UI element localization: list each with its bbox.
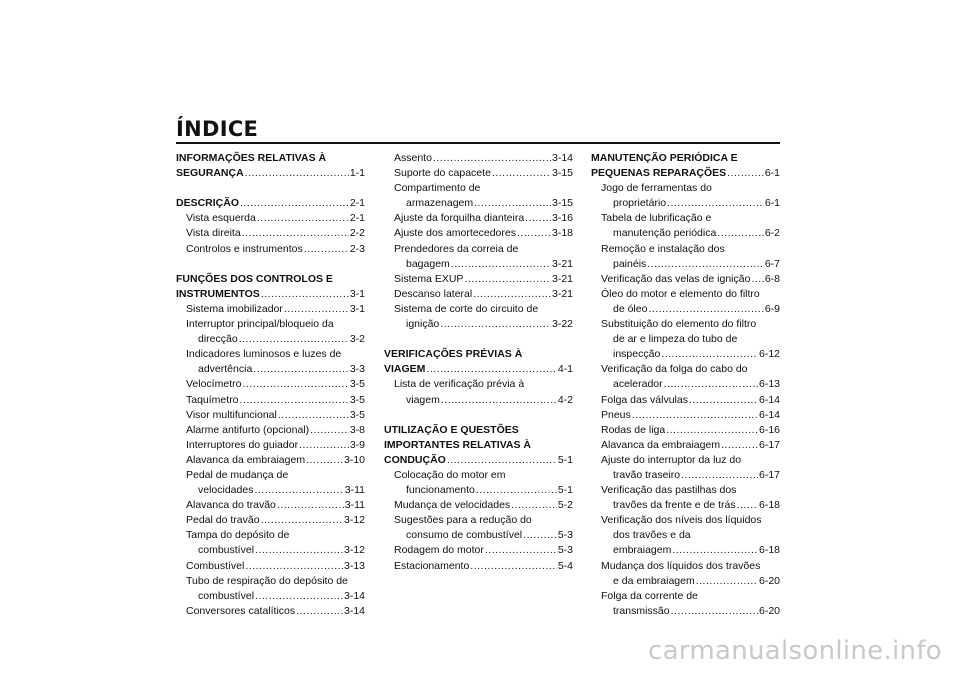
toc-entry-label: Lista de verificação prévia à: [394, 378, 525, 391]
toc-page-number: 2-2: [349, 227, 365, 240]
toc-page-number: 6-13: [758, 378, 780, 391]
toc-page-number: 6-20: [758, 604, 780, 617]
toc-page-number: 6-18: [758, 544, 780, 557]
toc-entry[interactable]: [384, 226, 573, 241]
toc-page-number: 5-4: [557, 559, 573, 572]
toc-entry[interactable]: [176, 377, 365, 392]
toc-page-number: 3-5: [349, 378, 365, 391]
toc-entry[interactable]: [384, 377, 573, 407]
toc-entry-label: de ar e limpeza do tubo de: [613, 333, 738, 346]
toc-page-number: 3-21: [551, 257, 573, 270]
dot-leader: [721, 438, 758, 453]
toc-entry[interactable]: [591, 272, 780, 287]
toc-entry-label: Sugestões para a redução do: [394, 514, 532, 527]
toc-entry-label: CONDUÇÃO: [384, 453, 446, 466]
toc-page-number: 4-2: [557, 393, 573, 406]
toc-entry[interactable]: [176, 423, 365, 438]
watermark: carmanualsonline.info: [647, 636, 942, 666]
toc-page-number: 5-3: [557, 544, 573, 557]
toc-page-number: 5-1: [557, 453, 573, 466]
toc-entry-label: Pedal do travão: [186, 514, 260, 527]
toc-page-number: 6-14: [758, 408, 780, 421]
toc-entry[interactable]: [591, 423, 780, 438]
dot-leader: [511, 498, 557, 513]
toc-entry-label: Alavanca da embraiagem: [601, 438, 721, 451]
toc-page-number: 6-2: [764, 227, 780, 240]
toc-entry[interactable]: [591, 211, 780, 241]
dot-leader: [254, 483, 343, 498]
toc-entry[interactable]: [591, 559, 780, 589]
toc-section-entry[interactable]: [384, 423, 573, 468]
dot-leader: [751, 272, 763, 287]
toc-entry-label: Verificação dos níveis dos líquidos: [601, 514, 762, 527]
dot-leader: [476, 483, 557, 498]
dot-leader: [474, 196, 551, 211]
dot-leader: [240, 196, 349, 211]
toc-entry[interactable]: [176, 468, 365, 498]
dot-leader: [240, 393, 349, 408]
toc-page-number: 3-10: [343, 453, 365, 466]
toc-page-number: 3-5: [349, 393, 365, 406]
toc-entry[interactable]: [384, 498, 573, 513]
dot-leader: [666, 423, 758, 438]
dot-leader: [647, 257, 764, 272]
toc-entry-label: Tabela de lubrificação e: [601, 212, 712, 225]
toc-page-number: 3-11: [344, 499, 365, 512]
toc-entry[interactable]: [384, 513, 573, 543]
toc-entry[interactable]: [384, 543, 573, 558]
toc-entry-label: Pedal de mudança de: [186, 468, 289, 481]
dot-leader: [253, 362, 349, 377]
dot-leader: [441, 393, 557, 408]
toc-section-entry[interactable]: [176, 272, 365, 302]
title-rule: [176, 142, 780, 144]
toc-entry-label: Interruptores do guiador: [186, 438, 299, 451]
toc-entry-label: Alarme antifurto (opcional): [186, 423, 310, 436]
toc-entry[interactable]: [591, 317, 780, 362]
toc-entry-label: Estacionamento: [394, 559, 470, 572]
toc-entry-label: Mudança de velocidades: [394, 499, 511, 512]
toc-entry-label: de óleo: [613, 302, 648, 315]
toc-entry[interactable]: [591, 453, 780, 483]
toc-page-number: 2-3: [349, 242, 365, 255]
toc-entry-label: VIAGEM: [384, 363, 426, 376]
toc-entry-label: funcionamento: [406, 484, 475, 497]
toc-entry[interactable]: [591, 589, 780, 619]
toc-entry[interactable]: [176, 438, 365, 453]
toc-entry-label: painéis: [613, 257, 647, 270]
dot-leader: [523, 528, 557, 543]
dot-leader: [426, 362, 556, 377]
toc-entry-label: Controlos e instrumentos: [186, 242, 303, 255]
toc-page-number: 3-1: [349, 287, 365, 300]
dot-leader: [257, 211, 349, 226]
toc-page-number: 3-14: [343, 604, 365, 617]
toc-entry[interactable]: [384, 151, 573, 166]
toc-entry[interactable]: [384, 242, 573, 272]
toc-entry-label: INSTRUMENTOS: [176, 287, 260, 300]
dot-leader: [310, 423, 349, 438]
toc-entry[interactable]: [176, 317, 365, 347]
dot-leader: [737, 498, 758, 513]
toc-page-number: 6-8: [764, 272, 780, 285]
toc-entry[interactable]: [176, 528, 365, 558]
dot-leader: [681, 468, 758, 483]
toc-entry-label: Substituição do elemento do filtro: [601, 318, 757, 331]
toc-page-number: 3-21: [551, 272, 573, 285]
toc-entry-label: Sistema imobilizador: [186, 302, 283, 315]
toc-entry-label: inspecção: [613, 348, 661, 361]
toc-entry[interactable]: [176, 574, 365, 604]
toc-entry-label: travão traseiro: [613, 468, 681, 481]
toc-page-number: 3-13: [343, 559, 365, 572]
dot-leader: [451, 257, 551, 272]
dot-leader: [667, 196, 764, 211]
toc-entry-label: Tubo de respiração do depósito de: [186, 574, 348, 587]
dot-leader: [440, 317, 551, 332]
toc-entry-label: Mudança dos líquidos dos travões: [601, 559, 761, 572]
toc-page-number: 6-1: [764, 167, 780, 180]
toc-page-number: 6-20: [758, 574, 780, 587]
toc-page-number: 3-11: [344, 484, 365, 497]
dot-leader: [661, 347, 758, 362]
toc-entry-label: velocidades: [198, 484, 254, 497]
toc-entry-label: Prendedores da correia de: [394, 242, 519, 255]
toc-entry-label: Verificação das pastilhas dos: [601, 484, 737, 497]
toc-page-number: 4-1: [557, 363, 573, 376]
dot-leader: [277, 498, 344, 513]
toc-entry[interactable]: [176, 498, 365, 513]
dot-leader: [261, 513, 343, 528]
dot-leader: [242, 377, 348, 392]
toc-entry-label: Ajuste da forquilha dianteira: [394, 212, 525, 225]
dot-leader: [671, 604, 758, 619]
toc-entry[interactable]: [176, 453, 365, 468]
page-title: ÍNDICE: [176, 117, 259, 141]
toc-entry[interactable]: [176, 347, 365, 377]
dot-leader: [473, 287, 551, 302]
dot-leader: [517, 226, 551, 241]
toc-entry[interactable]: [384, 272, 573, 287]
toc-entry-label: combustível: [198, 589, 255, 602]
toc-entry-label: Combustível: [186, 559, 245, 572]
toc-entry-label: Taquímetro: [186, 393, 239, 406]
toc-section-entry[interactable]: [176, 151, 365, 181]
dot-leader: [304, 242, 349, 257]
toc-entry[interactable]: [176, 393, 365, 408]
dot-leader: [464, 272, 551, 287]
toc-entry-label: DESCRIÇÃO: [176, 197, 240, 210]
toc-entry-label: Colocação do motor em: [394, 468, 506, 481]
toc-entry-label: FUNÇÕES DOS CONTROLOS E: [176, 272, 333, 285]
dot-leader: [525, 211, 551, 226]
toc-page-number: 6-9: [764, 302, 780, 315]
toc-page-number: 3-21: [551, 287, 573, 300]
toc-entry[interactable]: [384, 559, 573, 574]
toc-entry-label: transmissão: [613, 604, 670, 617]
dot-leader: [485, 543, 557, 558]
dot-leader: [245, 166, 349, 181]
dot-leader: [306, 453, 343, 468]
dot-leader: [727, 166, 764, 181]
dot-leader: [470, 559, 557, 574]
dot-leader: [245, 559, 343, 574]
toc-page-number: 6-7: [764, 257, 780, 270]
dot-leader: [672, 543, 758, 558]
dot-leader: [242, 226, 349, 241]
toc-entry-label: Rodagem do motor: [394, 544, 484, 557]
toc-column-1: [176, 151, 365, 619]
toc-entry-label: INFORMAÇÕES RELATIVAS À: [176, 152, 327, 164]
toc-page-number: 6-18: [758, 499, 780, 512]
dot-leader: [284, 302, 349, 317]
dot-leader: [255, 589, 343, 604]
toc-entry-label: IMPORTANTES RELATIVAS À: [384, 438, 531, 451]
toc-entry-label: armazenagem: [406, 197, 474, 210]
toc-entry-label: proprietário: [613, 197, 667, 210]
toc-entry-label: Assento: [394, 152, 432, 164]
toc-entry[interactable]: [591, 408, 780, 423]
toc-entry-label: Folga das válvulas: [601, 393, 688, 406]
toc-entry-label: Vista direita: [186, 227, 241, 240]
toc-entry[interactable]: [591, 513, 780, 558]
toc-entry-label: Compartimento de: [394, 182, 481, 195]
toc-column-3: [591, 151, 780, 619]
toc-entry-label: direcção: [198, 333, 238, 346]
dot-leader: [648, 302, 763, 317]
toc-entry-label: acelerador: [613, 378, 663, 391]
toc-entry-label: Folga da corrente de: [601, 589, 698, 602]
dot-leader: [632, 408, 758, 423]
toc-entry[interactable]: [384, 181, 573, 211]
toc-entry-label: Sistema de corte do circuito de: [394, 302, 539, 315]
toc-section-entry[interactable]: [176, 196, 365, 211]
toc-entry[interactable]: [384, 287, 573, 302]
toc-page-number: 3-18: [551, 227, 573, 240]
toc-entry-label: dos travões e da: [613, 529, 691, 542]
dot-leader: [239, 332, 349, 347]
toc-entry-label: Tampa do depósito de: [186, 529, 290, 542]
dot-leader: [261, 287, 349, 302]
toc-page-number: 3-22: [551, 318, 573, 331]
toc-entry-label: manutenção periódica: [613, 227, 717, 240]
toc-entry-label: Alavanca do travão: [186, 499, 276, 512]
toc-entry[interactable]: [591, 242, 780, 272]
toc-page-number: 3-9: [349, 438, 365, 451]
toc-entry[interactable]: [591, 181, 780, 211]
toc-entry-label: Interruptor principal/bloqueio da: [186, 318, 334, 331]
toc-entry-label: Verificação da folga do cabo do: [601, 363, 748, 376]
toc-page-number: 2-1: [349, 212, 365, 225]
dot-leader: [717, 226, 763, 241]
toc-section-entry[interactable]: [591, 151, 780, 181]
toc-entry-label: Rodas de liga: [601, 423, 666, 436]
toc-entry[interactable]: [176, 226, 365, 241]
toc-page-number: 3-3: [349, 363, 365, 376]
toc-entry[interactable]: [384, 166, 573, 181]
toc-entry-label: Suporte do capacete: [394, 167, 491, 180]
toc-entry-label: Velocímetro: [186, 378, 242, 391]
toc-page-number: 3-15: [551, 167, 573, 180]
toc-page-number: 3-15: [551, 197, 573, 210]
toc-page-number: 6-12: [758, 348, 780, 361]
toc-entry-label: PEQUENAS REPARAÇÕES: [591, 167, 727, 180]
toc-page-number: 1-1: [349, 167, 365, 180]
toc-entry[interactable]: [176, 513, 365, 528]
toc-entry[interactable]: [176, 242, 365, 257]
toc-entry-label: Descanso lateral: [394, 287, 473, 300]
dot-leader: [492, 166, 551, 181]
toc-page-number: 3-12: [343, 544, 365, 557]
toc-column-2: [384, 151, 573, 574]
toc-entry-label: Remoção e instalação dos: [601, 242, 725, 255]
toc-entry[interactable]: [591, 438, 780, 453]
toc-page-number: 3-12: [343, 514, 365, 527]
dot-leader: [447, 453, 557, 468]
toc-entry-label: VERIFICAÇÕES PRÉVIAS À: [384, 348, 523, 361]
toc-entry-label: ignição: [406, 318, 440, 331]
toc-entry-label: advertência: [198, 363, 253, 376]
toc-page-number: 5-2: [557, 499, 573, 512]
toc-page-number: 3-8: [349, 423, 365, 436]
toc-entry[interactable]: [176, 559, 365, 574]
dot-leader: [255, 543, 343, 558]
toc-entry-label: Visor multifuncional: [186, 408, 277, 421]
dot-leader: [664, 377, 758, 392]
toc-page-number: 2-1: [349, 197, 365, 210]
dot-leader: [296, 604, 343, 619]
toc-entry[interactable]: [176, 302, 365, 317]
toc-entry-label: Sistema EXUP: [394, 272, 464, 285]
toc-entry-label: e da embraiagem: [613, 574, 695, 587]
dot-leader: [696, 574, 758, 589]
toc-entry-label: Indicadores luminosos e luzes de: [186, 348, 342, 361]
dot-leader: [299, 438, 349, 453]
toc-entry[interactable]: [384, 211, 573, 226]
toc-page-number: 5-1: [557, 484, 573, 497]
toc-entry-label: Alavanca da embraiagem: [186, 453, 306, 466]
toc-page-number: 5-3: [557, 529, 573, 542]
toc-page-number: 3-5: [349, 408, 365, 421]
toc-entry-label: SEGURANÇA: [176, 167, 244, 180]
toc-entry-label: Verificação das velas de ignição: [601, 272, 751, 285]
toc-page-number: 6-17: [758, 438, 780, 451]
toc-entry-label: Ajuste dos amortecedores: [394, 227, 516, 240]
toc-page-number: 3-1: [349, 302, 365, 315]
toc-entry[interactable]: [176, 211, 365, 226]
dot-leader: [433, 151, 551, 166]
toc-entry[interactable]: [176, 408, 365, 423]
toc-entry-label: viagem: [406, 393, 440, 406]
toc-page-number: 6-14: [758, 393, 780, 406]
toc-entry-label: embraiagem: [613, 544, 672, 557]
toc-entry[interactable]: [591, 362, 780, 392]
toc-entry[interactable]: [591, 287, 780, 317]
dot-leader: [689, 393, 758, 408]
toc-entry[interactable]: [384, 468, 573, 498]
toc-page-number: 6-1: [764, 197, 780, 210]
toc-entry[interactable]: [384, 302, 573, 332]
toc-entry-label: UTILIZAÇÃO E QUESTÕES: [384, 423, 519, 436]
toc-entry-label: combustível: [198, 544, 255, 557]
toc-page-number: 6-17: [758, 468, 780, 481]
toc-entry-label: Conversores catalíticos: [186, 604, 296, 617]
toc-entry-label: MANUTENÇÃO PERIÓDICA E: [591, 152, 738, 164]
toc-entry[interactable]: [591, 393, 780, 408]
toc-entry-label: Pneus: [601, 408, 631, 421]
toc-entry-label: travões da frente e de trás: [613, 499, 736, 512]
toc-entry[interactable]: [176, 604, 365, 619]
toc-entry[interactable]: [591, 483, 780, 513]
toc-page-number: 3-14: [343, 589, 365, 602]
toc-entry-label: consumo de combustível: [406, 529, 523, 542]
toc-entry-label: Jogo de ferramentas do: [601, 182, 712, 195]
toc-page-number: 3-2: [349, 333, 365, 346]
toc-page-number: 6-16: [758, 423, 780, 436]
toc-entry-label: Óleo do motor e elemento do filtro: [601, 287, 760, 300]
toc-entry-label: bagagem: [406, 257, 450, 270]
toc-page-number: 3-16: [551, 212, 573, 225]
dot-leader: [278, 408, 349, 423]
toc-entry-label: Ajuste do interruptor da luz do: [601, 453, 742, 466]
toc-page-number: 3-14: [551, 152, 573, 164]
toc-entry-label: Vista esquerda: [186, 212, 256, 225]
toc-section-entry[interactable]: [384, 347, 573, 377]
